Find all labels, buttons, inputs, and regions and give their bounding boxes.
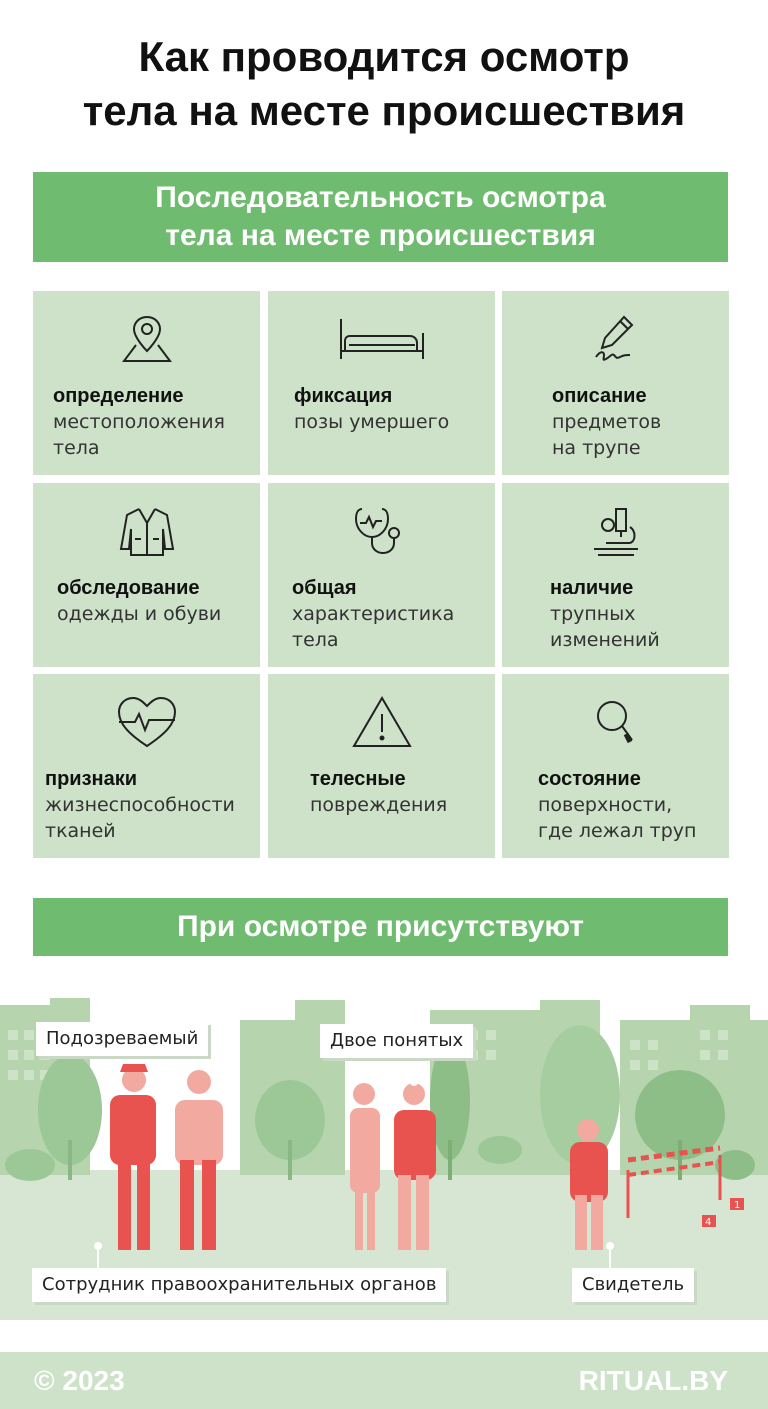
label-witnesses-pair: Двое понятых [320, 1024, 473, 1058]
step-title: общая [292, 577, 357, 599]
step-desc-1: повреждения [310, 794, 448, 816]
step-title: состояние [538, 768, 641, 790]
heart-pulse-icon [33, 694, 260, 750]
warning-icon [268, 694, 495, 750]
step-title: телесные [310, 768, 406, 790]
sequence-banner [33, 172, 728, 262]
label-officer: Сотрудник правоохранительных органов [32, 1268, 446, 1302]
step-desc-1: местоположения [53, 411, 225, 433]
step-title: признаки [45, 768, 138, 790]
step-card-characteristics [268, 483, 495, 667]
step-desc-1: характеристика [292, 603, 455, 625]
step-title: описание [552, 385, 647, 407]
step-card-items [502, 291, 729, 475]
brand-link[interactable]: RITUAL.BY [578, 1365, 728, 1396]
step-card-location [33, 291, 260, 475]
step-card-changes [502, 483, 729, 667]
step-desc-2: где лежал труп [538, 820, 697, 842]
step-card-clothes [33, 483, 260, 667]
bed-icon [268, 311, 495, 367]
footer [0, 1352, 768, 1409]
step-title: наличие [550, 577, 634, 599]
page-title [0, 30, 768, 138]
step-desc-1: жизнеспособности [45, 794, 235, 816]
marker-4: 4 [705, 1217, 712, 1228]
step-desc-2: изменений [550, 629, 660, 651]
pen-signature-icon [502, 311, 729, 367]
magnifier-icon [502, 694, 729, 750]
step-desc-2: на трупе [552, 437, 641, 459]
map-pin-icon [33, 311, 260, 367]
label-suspect: Подозреваемый [36, 1022, 208, 1056]
step-title: обследование [57, 577, 200, 599]
copyright: © 2023 [34, 1365, 125, 1396]
sequence-banner-line-1: Последовательность осмотра [155, 181, 606, 214]
step-desc-2: тканей [45, 820, 116, 842]
title-line-2: тела на месте происшествия [82, 87, 686, 134]
step-card-surface [502, 674, 729, 858]
step-desc-2: тела [292, 629, 339, 651]
crime-scene-illustration [0, 990, 768, 1320]
step-desc-2: тела [53, 437, 100, 459]
step-desc-1: поверхности, [538, 794, 673, 816]
sequence-banner-line-2: тела на месте происшествия [165, 219, 596, 252]
step-card-vitality [33, 674, 260, 858]
stethoscope-icon [268, 503, 495, 559]
step-desc-1: позы умершего [294, 411, 450, 433]
label-witness: Свидетель [572, 1268, 694, 1302]
step-card-injuries [268, 674, 495, 858]
step-desc-1: предметов [552, 411, 662, 433]
marker-1: 1 [734, 1200, 741, 1211]
step-desc-1: трупных [550, 603, 636, 625]
title-line-1: Как проводится осмотр [138, 33, 630, 80]
step-card-pose [268, 291, 495, 475]
step-desc-1: одежды и обуви [57, 603, 222, 625]
present-banner: При осмотре присутствуют [33, 898, 728, 956]
step-title: определение [53, 385, 184, 407]
coat-icon [33, 503, 260, 559]
microscope-icon [502, 503, 729, 559]
step-title: фиксация [294, 385, 393, 407]
